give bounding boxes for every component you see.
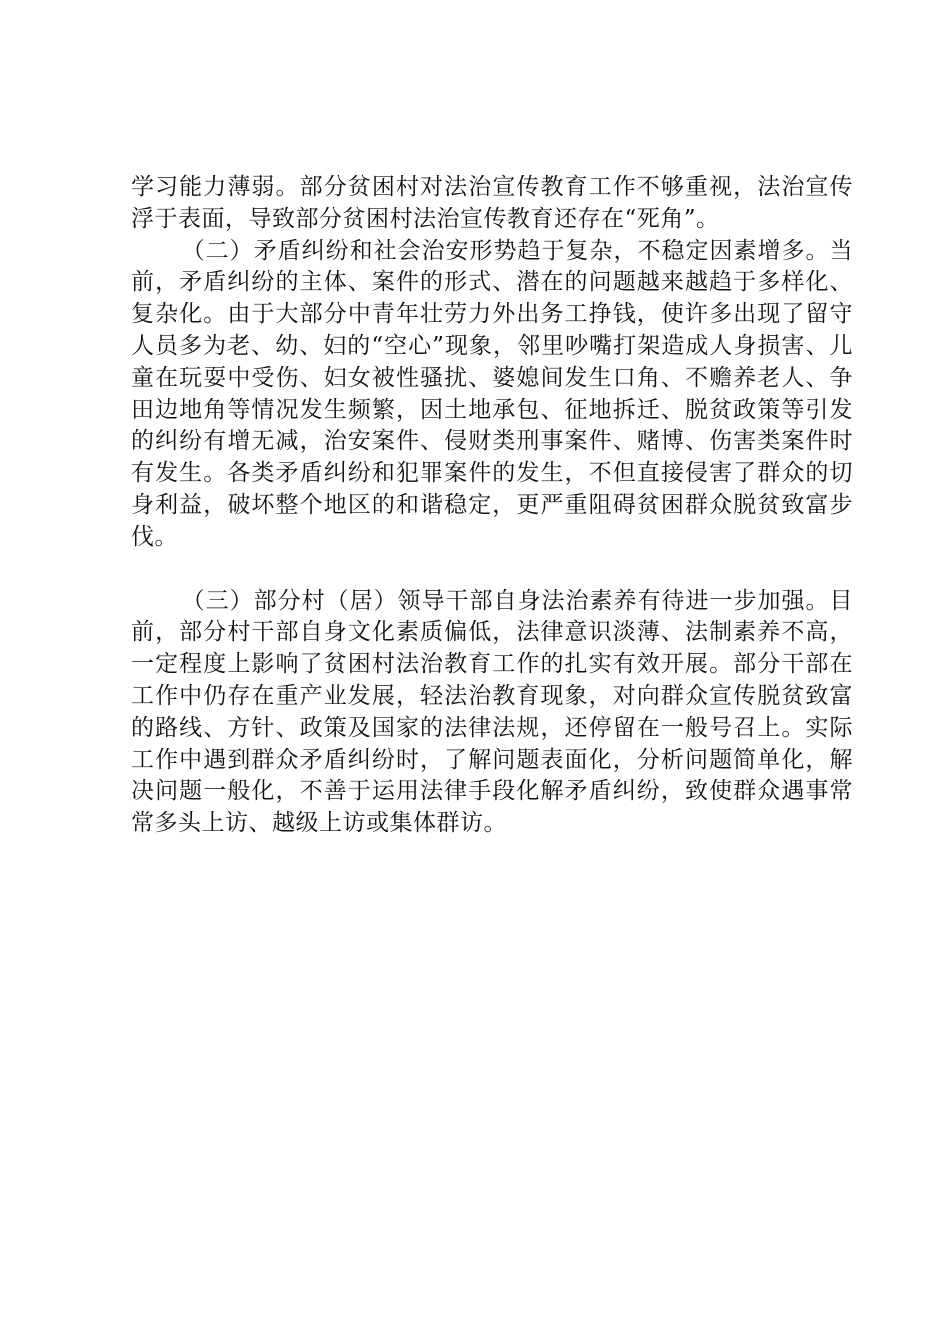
paragraph-continuation: 学习能力薄弱。部分贫困村对法治宣传教育工作不够重视，法治宣传浮于表面，导致部分贫困村法治宣传教育还存在“死角”。: [131, 174, 853, 232]
paragraph-section-two: （二）矛盾纠纷和社会治安形势趋于复杂，不稳定因素增多。当前，矛盾纠纷的主体、案件的形式、潜在的问题越来越趋于多样化、复杂化。由于大部分中青年壮劳力外出务工挣钱，使许多出现了留守人员多为老、幼、妇的“空心”现象，邻里吵嘴打架造成人身损害、儿童在玩耍中受伤、妇女被性骚扰、婆媳间发生口角、不赡养老人、争田边地角等情况发生频繁，因土地承包、征地拆迁、脱贫政策等引发的纠纷有增无减，治安案件、侵财类刑事案件、赌博、伤害类案件时有发生。各类矛盾纠纷和犯罪案件的发生，不但直接侵害了群众的切身利益，破坏整个地区的和谐稳定，更严重阻碍贫困群众脱贫致富步伐。: [131, 237, 853, 550]
paragraph-spacer: [131, 554, 853, 586]
document-body: [131, 172, 853, 840]
paragraph-section-three: （三）部分村（居）领导干部自身法治素养有待进一步加强。目前，部分村干部自身文化素质偏低，法律意识淡薄、法制素养不高，一定程度上影响了贫困村法治教育工作的扎实有效开展。部分干部在工作中仍存在重产业发展，轻法治教育现象，对向群众宣传脱贫致富的路线、方针、政策及国家的法律法规，还停留在一般号召上。实际工作中遇到群众矛盾纠纷时，了解问题表面化，分析问题简单化，解决问题一般化，不善于运用法律手段化解矛盾纠纷，致使群众遇事常常多头上访、越级上访或集体群访。: [131, 587, 853, 837]
